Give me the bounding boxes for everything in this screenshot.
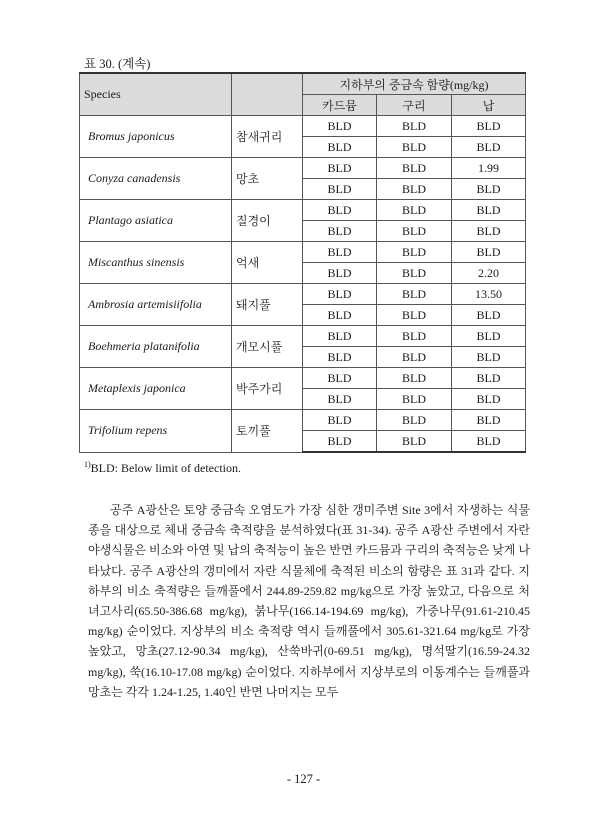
value-cell: BLD — [377, 326, 452, 347]
species-header: Species — [80, 73, 232, 116]
value-cell: BLD — [303, 284, 377, 305]
metal-header-cu: 구리 — [377, 95, 452, 116]
table-row — [80, 116, 526, 137]
value-cell: BLD — [303, 347, 377, 368]
korean-name-header — [232, 73, 303, 116]
value-cell: BLD — [452, 431, 526, 453]
value-cell: BLD — [377, 116, 452, 137]
value-cell: BLD — [303, 431, 377, 453]
value-cell: BLD — [377, 137, 452, 158]
group-header: 지하부의 중금속 함량(mg/kg) — [303, 73, 526, 95]
metal-header-pb: 납 — [452, 95, 526, 116]
value-cell: BLD — [377, 368, 452, 389]
value-cell: BLD — [452, 410, 526, 431]
value-cell: BLD — [452, 221, 526, 242]
value-cell: BLD — [452, 347, 526, 368]
table-row — [80, 242, 526, 263]
value-cell: BLD — [452, 137, 526, 158]
species-name: Boehmeria platanifolia — [80, 326, 232, 368]
value-cell: BLD — [452, 305, 526, 326]
metal-header-cd: 카드뮴 — [303, 95, 377, 116]
table-row — [80, 284, 526, 305]
footnote — [84, 460, 241, 476]
value-cell: BLD — [303, 326, 377, 347]
table-caption: 표 30. (계속) — [84, 57, 151, 71]
value-cell: BLD — [303, 158, 377, 179]
value-cell: BLD — [377, 158, 452, 179]
footnote-mark: 1) — [84, 460, 91, 469]
value-cell: BLD — [303, 389, 377, 410]
value-cell: BLD — [303, 410, 377, 431]
body-paragraph: 공주 A광산은 토양 중금속 오염도가 가장 심한 갱미주변 Site 3에서 자생하는 식물종을 대상으로 체내 중금속 축적량을 분석하였다(표 31-34). 공주 A광산 주변에서 자란 야생식물은 비소와 아연 및 납의 축적능이 높은 반면 카드뮴과 구리의 축적능은 낮게 나타났다. 공주 A광산의 갱미에서 자란 식물체에 축적된 비소의 함량은 표 31과 같다. 지하부의 비소 축적량은 들깨풀에서 244.89-259.82 mg/kg으로 가장 높았고, 다음으로 처녀고사리(65.50-386.68 mg/kg), 붉나무(166.14-194.69 mg/kg), 가중나무(91.61-210.45 mg/kg) 순이었다. 지상부의 비소 축적량 역시 들깨풀에서 305.61-321.64 mg/kg로 가장 높았고, 망초(27.12-90.34 mg/kg), 산쑥바귀(0-69.51 mg/kg), 명석딸기(16.59-24.32 mg/kg), 쑥(16.10-17.08 mg/kg) 순이었다. 지하부에서 지상부로의 이동계수는 들깨풀과 망초는 각각 1.24-1.25, 1.40인 반면 나머지는 모두 — [88, 503, 530, 699]
species-name: Ambrosia artemisiifolia — [80, 284, 232, 326]
footnote-text: BLD: Below limit of detection. — [90, 461, 241, 475]
korean-name: 망초 — [232, 158, 303, 200]
page-number: - 127 - — [286, 772, 321, 786]
korean-name: 억새 — [232, 242, 303, 284]
table-row — [80, 326, 526, 347]
value-cell: BLD — [303, 116, 377, 137]
value-cell: BLD — [303, 179, 377, 200]
heavy-metal-table — [79, 72, 526, 453]
value-cell: BLD — [377, 410, 452, 431]
value-cell: BLD — [303, 368, 377, 389]
value-cell: BLD — [377, 431, 452, 453]
korean-name: 토끼풀 — [232, 410, 303, 453]
value-cell: BLD — [377, 263, 452, 284]
species-name: Trifolium repens — [80, 410, 232, 453]
korean-name: 질경이 — [232, 200, 303, 242]
value-cell: 2.20 — [452, 263, 526, 284]
value-cell: BLD — [303, 305, 377, 326]
value-cell: BLD — [377, 389, 452, 410]
korean-name: 참새귀리 — [232, 116, 303, 158]
value-cell: BLD — [377, 347, 452, 368]
species-name: Plantago asiatica — [80, 200, 232, 242]
value-cell: BLD — [452, 326, 526, 347]
value-cell: BLD — [452, 389, 526, 410]
value-cell: BLD — [452, 200, 526, 221]
value-cell: BLD — [452, 179, 526, 200]
species-name: Metaplexis japonica — [80, 368, 232, 410]
value-cell: BLD — [303, 263, 377, 284]
value-cell: BLD — [377, 242, 452, 263]
value-cell: BLD — [377, 221, 452, 242]
korean-name: 박주가리 — [232, 368, 303, 410]
species-name: Miscanthus sinensis — [80, 242, 232, 284]
table-row — [80, 410, 526, 431]
korean-name: 개모시풀 — [232, 326, 303, 368]
value-cell: BLD — [377, 179, 452, 200]
value-cell: BLD — [377, 200, 452, 221]
value-cell: BLD — [303, 242, 377, 263]
value-cell: BLD — [452, 116, 526, 137]
value-cell: 1.99 — [452, 158, 526, 179]
value-cell: BLD — [452, 368, 526, 389]
value-cell: BLD — [377, 284, 452, 305]
value-cell: BLD — [303, 221, 377, 242]
species-name: Conyza canadensis — [80, 158, 232, 200]
table-row — [80, 158, 526, 179]
value-cell: BLD — [377, 305, 452, 326]
table-row — [80, 368, 526, 389]
species-name: Bromus japonicus — [80, 116, 232, 158]
table-row — [80, 200, 526, 221]
value-cell: BLD — [303, 137, 377, 158]
value-cell: 13.50 — [452, 284, 526, 305]
value-cell: BLD — [303, 200, 377, 221]
value-cell: BLD — [452, 242, 526, 263]
korean-name: 돼지풀 — [232, 284, 303, 326]
